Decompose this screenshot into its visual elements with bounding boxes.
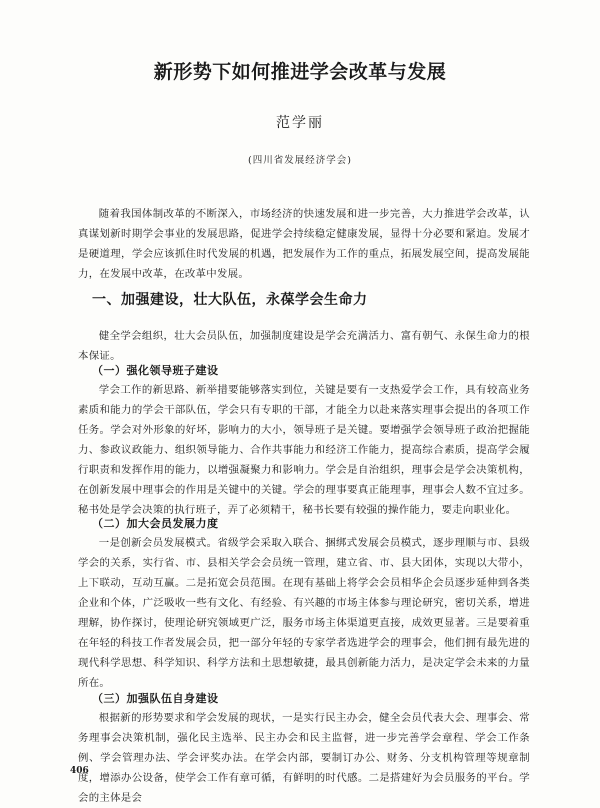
subsection-paragraph-3: 根据新的形势要求和学会发展的现状，一是实行民主办会，健全会员代表大会、理事会、常务理事会决策机制，强化民主选举、民主办会和民主监督，进一步完善学会章程、学会工作条例、学会管理办法、学会评奖办法。在学会内部，要制订办公、财务、分支机构管理等规章制度，增添办公设备，使学会工作有章可循，有鲜明的时代感。二是搭建好为会员服务的平台。学会的主体是会 <box>78 712 530 804</box>
subsection-heading-2: （二）加大会员发展力度 <box>92 517 219 530</box>
author-affiliation: (四川省发展经济学会) <box>248 155 352 166</box>
subsection-heading-1: （一）强化领导班子建设 <box>92 364 219 377</box>
subsection-paragraph-1: 学会工作的新思路、新举措要能够落实到位，关键是要有一支热爱学会工作，具有较高业务素质和能力的学会干部队伍，学会只有专职的干部，才能全力以赴来落实理事会提出的各项工作任务。学会对外形象的好坏，影响力的大小，领导班子是关键。要增强学会领导班子政治把握能力、参政议政能力、组织领导能力、合作共事能力和经济工作能力，提高综合素质，提高学会履行职责和发挥作用的能力，以增强凝聚力和影响力。学会是自治组织，理事会是学会决策机构，在创新发展中理事会的作用是关键中的关键。学会的理事要真正能理事，理事会人数不宜过多。秘书处是学会决策的执行班子，弄了必须精干，秘书长要有较强的操作能力，要走向职业化。 <box>78 384 530 516</box>
section-heading: 一、加强建设，壮大队伍，永葆学会生命力 <box>92 292 368 308</box>
intro-paragraph: 随着我国体制改革的不断深入，市场经济的快速发展和进一步完善，大力推进学会改革，认真谋划新时期学会事业的发展思路，促进学会持续稳定健康发展，显得十分必要和紧迫。发展才是硬道理，学会应该抓住时代发展的机遇，把发展作为工作的重点，拓展发展空间，提高发展能力，在发展中改革，在改革中发展。 <box>78 208 530 280</box>
article-title: 新形势下如何推进学会改革与发展 <box>153 61 447 83</box>
section-lead-paragraph: 健全学会组织，壮大会员队伍，加强制度建设是学会充满活力、富有朝气、永保生命力的根本保证。 <box>78 330 530 362</box>
author-name: 范学丽 <box>276 115 324 131</box>
page-number: 406 <box>70 766 89 776</box>
subsection-heading-3: （三）加强队伍自身建设 <box>92 692 219 705</box>
subsection-paragraph-2: 一是创新会员发展模式。省级学会采取入联合、捆绑式发展会员模式，逐步理顺与市、县级学会的关系，实行省、市、县相关学会会员统一管理，建立省、市、县大团体，实现以大带小，上下联动，互动互赢。二是拓宽会员范围。在现有基础上将学会会员相华企会员逐步延伸到各类企业和个体，广泛吸收一些有文化、有经验、有兴趣的市场主体参与理论研究，密切关系，增进理解，协作探讨，使理论研究领域更广泛，服务市场主体渠道更直接，成效更显著。三是要着重在年轻的科技工作者发展会员，把一部分年轻的专家学者选进学会的理事会，他们拥有最先进的现代科学思想、科学知识、科学方法和土思想敏捷，最具创新能力活力，是决定学会未来的力量所在。 <box>78 537 530 689</box>
